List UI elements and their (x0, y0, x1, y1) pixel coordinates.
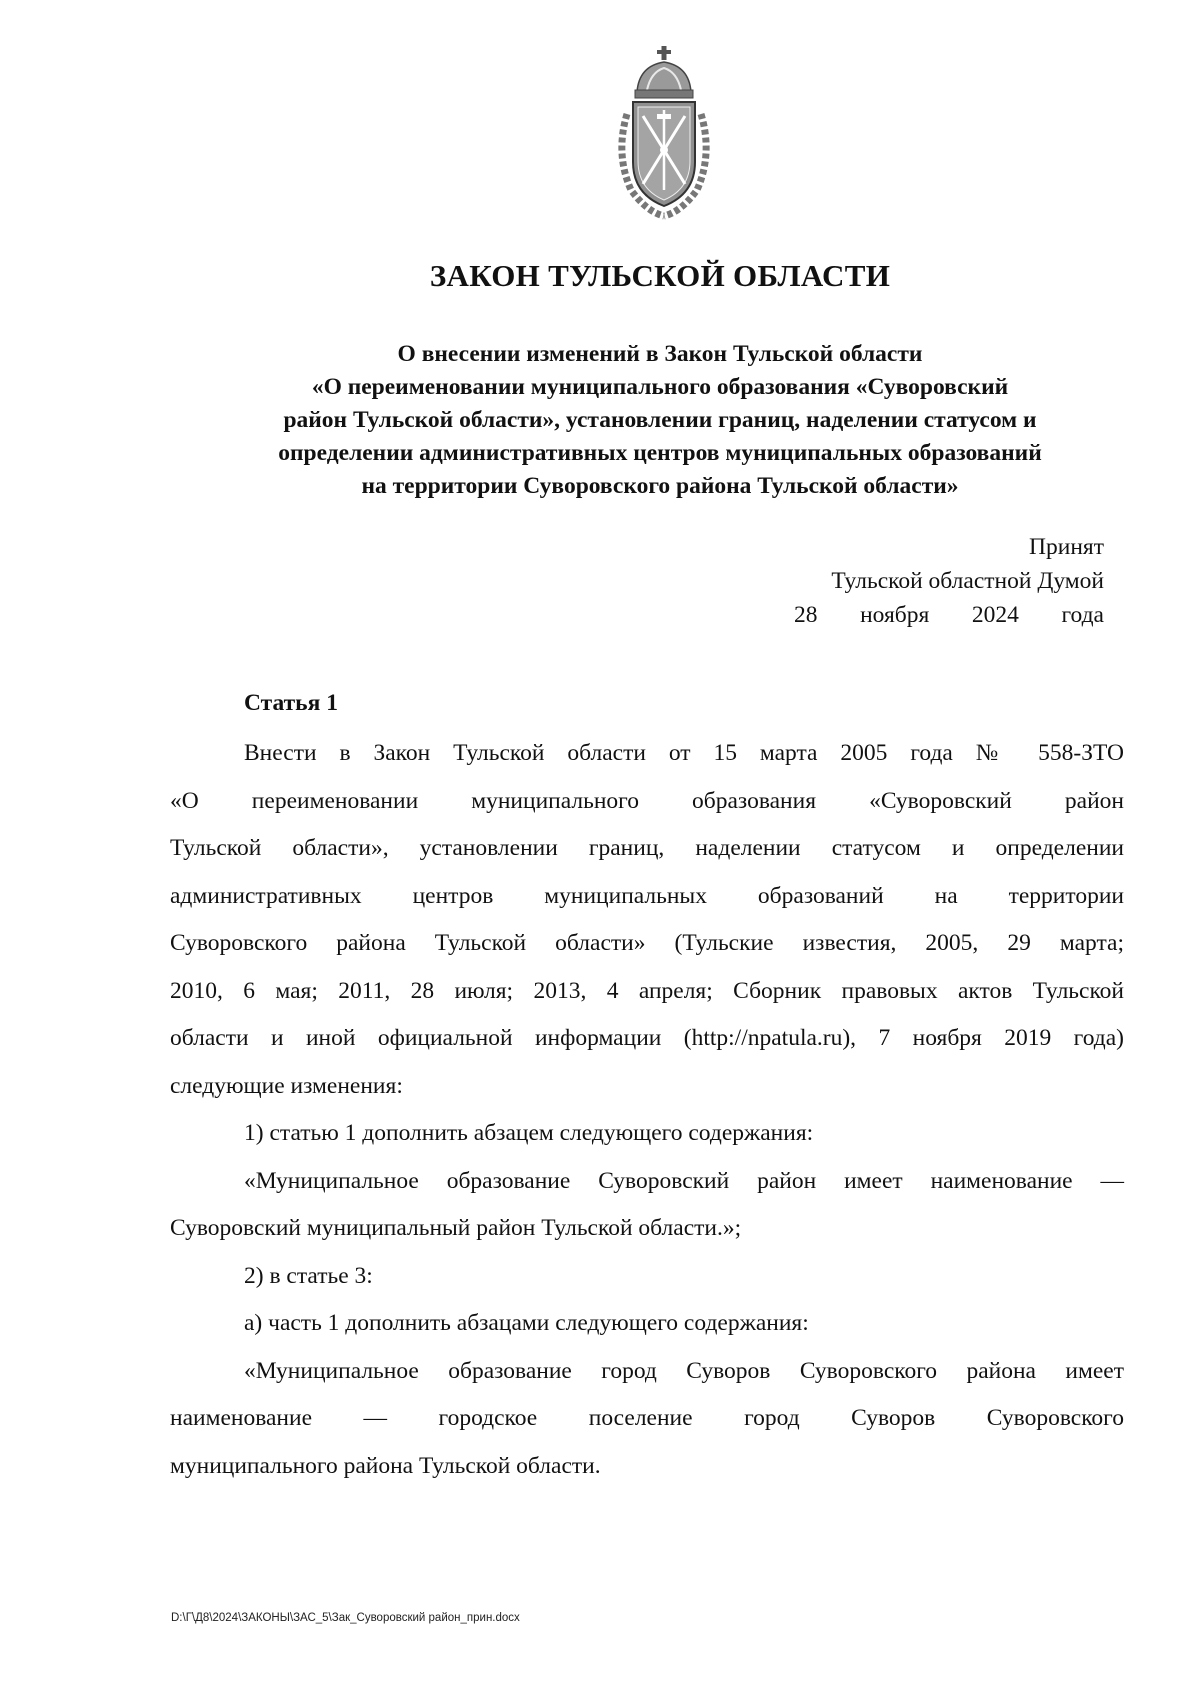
body-line: административных центров муниципальных образований на территории (170, 882, 1124, 909)
article-body (170, 730, 1124, 1490)
law-title: ЗАКОН ТУЛЬСКОЙ ОБЛАСТИ (429, 258, 891, 293)
body-line: муниципального района Тульской области. (170, 1452, 601, 1479)
article-heading: Статья 1 (244, 690, 338, 716)
adoption-date (724, 598, 1104, 632)
subtitle-line: район Тульской области», установлении границ, наделении статусом и (283, 407, 1037, 433)
body-line: следующие изменения: (170, 1072, 403, 1099)
adoption-block (724, 530, 1104, 632)
body-line: Внести в Закон Тульской области от 15 марта 2005 года № 558-ЗТО (244, 740, 1124, 766)
subtitle-line: на территории Суворовского района Тульской области» (361, 473, 959, 499)
subtitle-line: «О переименовании муниципального образования «Суворовский (311, 374, 1009, 400)
body-line: наименование — городское поселение город Суворов Суворовского (170, 1405, 1124, 1431)
body-line: «Муниципальное образование город Суворов Суворовского района имеет (244, 1357, 1124, 1384)
body-line: Тульской области», установлении границ, наделении статусом и определении (170, 835, 1124, 861)
adoption-month: ноября (860, 602, 930, 628)
body-line: 2010, 6 мая; 2011, 28 июля; 2013, 4 апреля; Сборник правовых актов Тульской (170, 977, 1124, 1004)
body-line: «Муниципальное образование Суворовский район имеет наименование — (244, 1167, 1124, 1194)
body-line: 1) статью 1 дополнить абзацем следующего содержания: (244, 1120, 814, 1146)
adoption-label: Принят (1029, 534, 1104, 560)
body-line: области и иной официальной информации (http://npatula.ru), 7 ноября 2019 года) (170, 1025, 1124, 1051)
adoption-day: 28 (794, 602, 818, 628)
file-path-footer: D:\Г\Д8\2024\ЗАКОНЫ\ЗАС_5\Зак_Суворовский район_прин.docx (171, 1612, 520, 1624)
body-line: Суворовский муниципальный район Тульской области.»; (170, 1215, 742, 1241)
adoption-year: 2024 (971, 602, 1019, 628)
body-line: Суворовского района Тульской области» (Тульские известия, 2005, 29 марта; (170, 930, 1124, 956)
subtitle-line: определении административных центров муниципальных образований (278, 440, 1042, 466)
body-line: а) часть 1 дополнить абзацами следующего содержания: (244, 1310, 809, 1336)
adoption-body: Тульской областной Думой (831, 568, 1104, 594)
adoption-year-word: года (1061, 602, 1104, 628)
body-line: «О переименовании муниципального образования «Суворовский район (170, 787, 1124, 814)
body-line: 2) в статье 3: (244, 1262, 373, 1289)
coat-of-arms-icon (607, 44, 721, 220)
law-subtitle (160, 338, 1160, 503)
subtitle-line: О внесении изменений в Закон Тульской области (397, 341, 923, 367)
